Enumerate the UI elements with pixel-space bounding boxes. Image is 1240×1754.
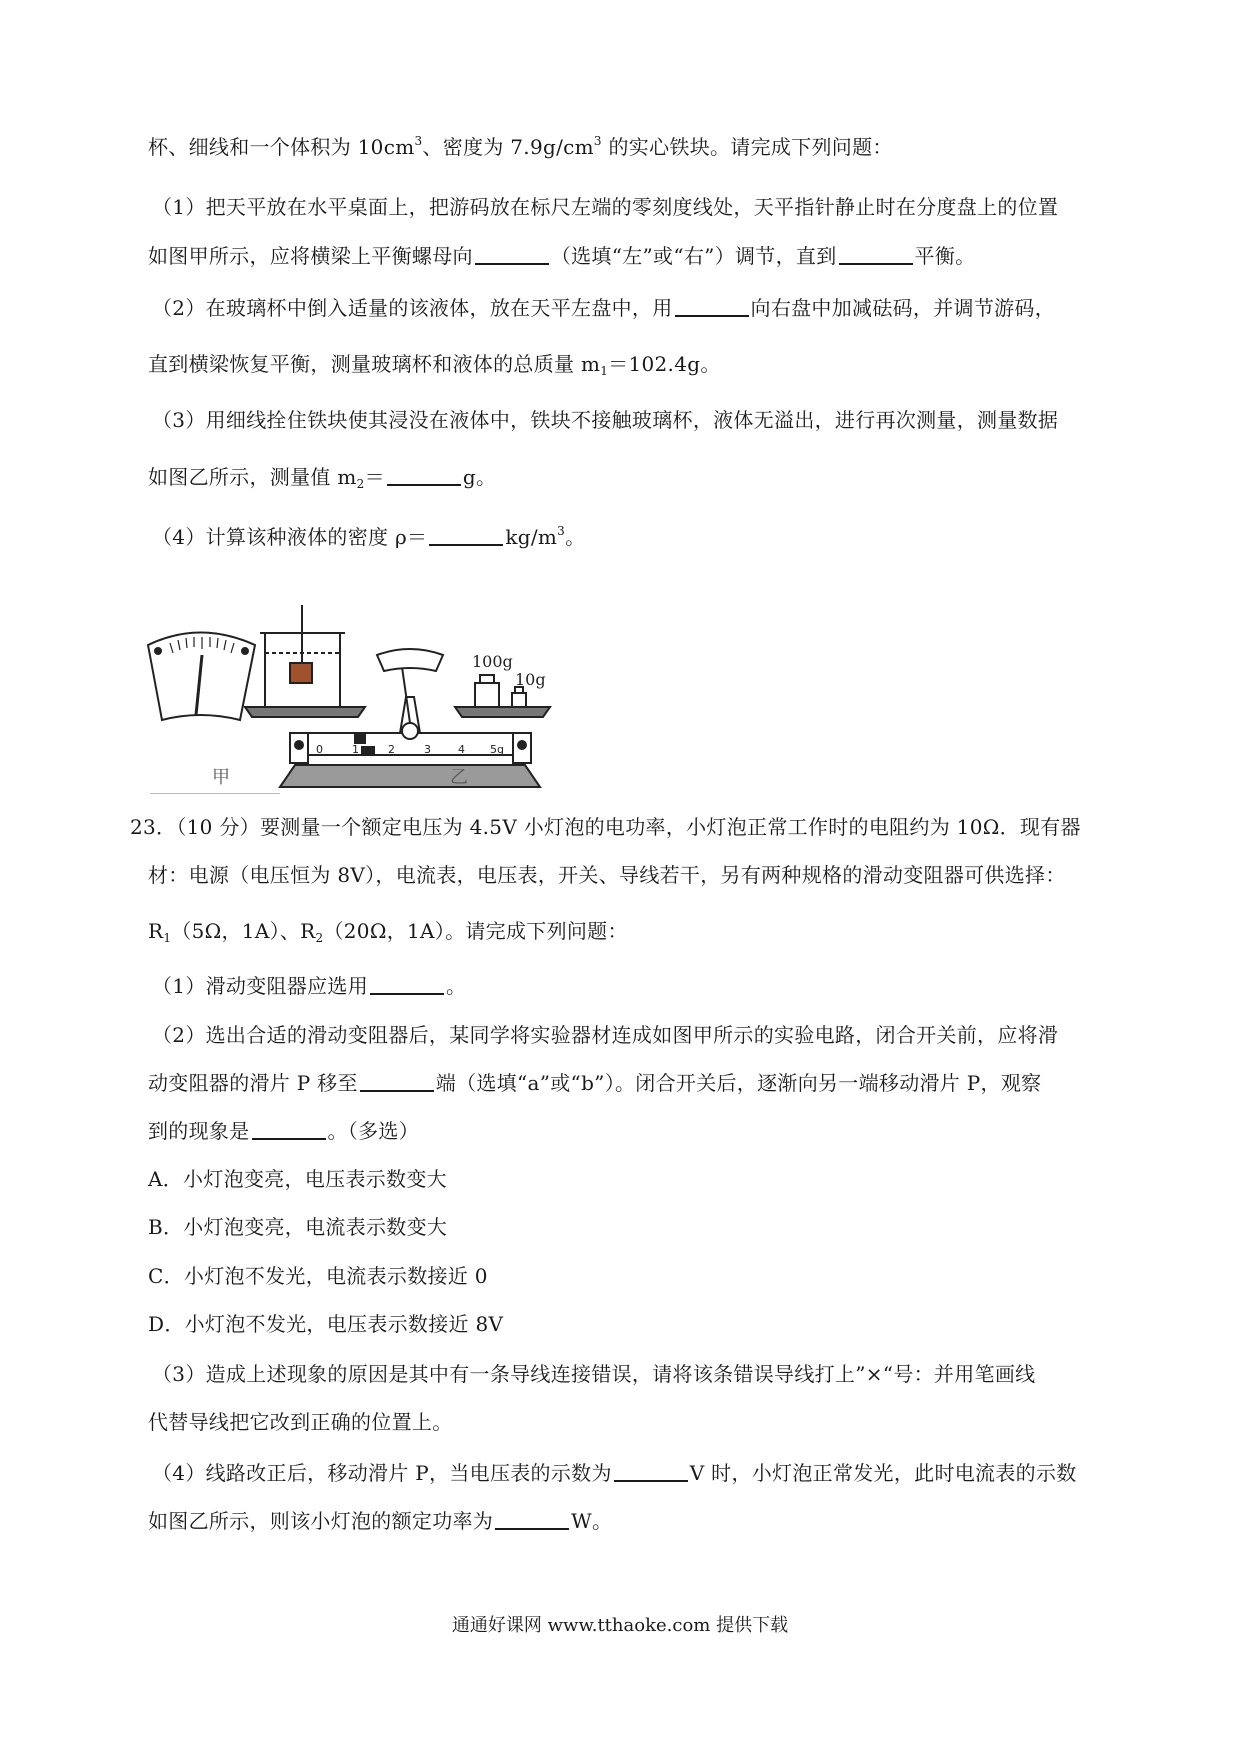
text: 。（多选） bbox=[327, 1119, 419, 1143]
balance-figure bbox=[140, 585, 620, 795]
subscript: 2 bbox=[315, 931, 324, 945]
answer-blank[interactable] bbox=[387, 464, 461, 486]
scale-label: 4 bbox=[458, 743, 465, 756]
weight-100g-label: 100g bbox=[472, 652, 513, 671]
text: 。 bbox=[565, 525, 586, 549]
subscript: 2 bbox=[356, 477, 365, 491]
text: 杯、细线和一个体积为 10cm bbox=[148, 135, 415, 159]
q4-line bbox=[152, 523, 585, 551]
q3-line2 bbox=[148, 463, 496, 491]
option-a: A．小灯泡变亮，电压表示数变大 bbox=[148, 1167, 447, 1191]
text: （4）计算该种液体的密度 ρ＝ bbox=[152, 525, 428, 549]
text: ＝ bbox=[364, 465, 385, 489]
text: V 时，小灯泡正常发光，此时电流表的示数 bbox=[689, 1461, 1077, 1485]
q23-s2-line3 bbox=[148, 1117, 419, 1145]
q23-line1: 23．（10 分）要测量一个额定电压为 4.5V 小灯泡的电功率，小灯泡正常工作时的电阻约为 10Ω．现有器 bbox=[130, 815, 1081, 839]
text: 、密度为 7.9g/cm bbox=[422, 135, 594, 159]
text: 到的现象是 bbox=[148, 1119, 250, 1143]
answer-blank[interactable] bbox=[495, 1508, 569, 1530]
text: 平衡。 bbox=[914, 244, 976, 268]
q23-s1 bbox=[152, 972, 466, 1000]
answer-blank[interactable] bbox=[675, 295, 749, 317]
text: （20Ω，1A）。请完成下列问题： bbox=[323, 919, 628, 943]
text: 动变阻器的滑片 P 移至 bbox=[148, 1071, 358, 1095]
scale-label: 3 bbox=[424, 743, 431, 756]
text: 向右盘中加减砝码，并调节游码， bbox=[750, 296, 1056, 320]
text: 的实心铁块。请完成下列问题： bbox=[601, 135, 893, 159]
superscript: 3 bbox=[414, 134, 423, 148]
figure-caption-jia: 甲 bbox=[212, 767, 230, 788]
text: R bbox=[148, 919, 164, 943]
answer-blank[interactable] bbox=[839, 243, 913, 265]
q23-s2-line2 bbox=[148, 1069, 1041, 1097]
text: W。 bbox=[571, 1509, 613, 1533]
subscript: 1 bbox=[163, 931, 172, 945]
text: 。 bbox=[446, 974, 467, 998]
option-c: C．小灯泡不发光，电流表示数接近 0 bbox=[148, 1264, 488, 1288]
option-b: B．小灯泡变亮，电流表示数变大 bbox=[148, 1215, 448, 1239]
text: 直到横梁恢复平衡，测量玻璃杯和液体的总质量 m bbox=[148, 352, 601, 376]
intro-line bbox=[148, 133, 893, 161]
answer-blank[interactable] bbox=[370, 973, 444, 995]
option-d: D．小灯泡不发光，电压表示数接近 8V bbox=[148, 1312, 504, 1336]
scale-label: 0 bbox=[316, 743, 323, 756]
text: g。 bbox=[462, 465, 497, 489]
text: 如图乙所示，则该小灯泡的额定功率为 bbox=[148, 1509, 494, 1533]
text: kg/m bbox=[505, 525, 558, 549]
caption-divider bbox=[150, 793, 280, 794]
q2-line2 bbox=[148, 350, 721, 378]
q2-line1 bbox=[152, 294, 1055, 322]
q1-line2 bbox=[148, 242, 975, 270]
scale-label: 5g bbox=[490, 743, 504, 756]
page-footer: 通通好课网 www.tthaoke.com 提供下载 bbox=[451, 1615, 789, 1636]
answer-blank[interactable] bbox=[614, 1460, 688, 1482]
text: （5Ω，1A）、R bbox=[171, 919, 316, 943]
q23-s4-line1 bbox=[152, 1459, 1077, 1487]
superscript: 3 bbox=[593, 134, 602, 148]
subscript: 1 bbox=[600, 364, 609, 378]
answer-blank[interactable] bbox=[475, 243, 549, 265]
text: 如图甲所示，应将横梁上平衡螺母向 bbox=[148, 244, 473, 268]
text: （2）在玻璃杯中倒入适量的该液体，放在天平左盘中，用 bbox=[152, 296, 673, 320]
scale-label: 2 bbox=[388, 743, 395, 756]
figure-caption-yi: 乙 bbox=[450, 767, 468, 788]
q23-s4-line2 bbox=[148, 1507, 612, 1535]
dial-jia bbox=[148, 633, 255, 721]
answer-blank[interactable] bbox=[252, 1118, 326, 1140]
text: 如图乙所示，测量值 m bbox=[148, 465, 357, 489]
q1-line1: （1）把天平放在水平桌面上，把游码放在标尺左端的零刻度线处，天平指针静止时在分度盘上的位置 bbox=[152, 195, 1059, 219]
text: （4）线路改正后，移动滑片 P，当电压表的示数为 bbox=[152, 1461, 612, 1485]
answer-blank[interactable] bbox=[429, 524, 503, 546]
balance-yi bbox=[245, 605, 550, 787]
text: （选填“左”或“右”）调节，直到 bbox=[550, 244, 837, 268]
text: 端（选填“a”或“b”）。闭合开关后，逐渐向另一端移动滑片 P，观察 bbox=[435, 1071, 1042, 1095]
scale-label: 1 bbox=[352, 743, 359, 756]
q23-s2-line1: （2）选出合适的滑动变阻器后，某同学将实验器材连成如图甲所示的实验电路，闭合开关前，应将滑 bbox=[152, 1023, 1059, 1047]
answer-blank[interactable] bbox=[360, 1070, 434, 1092]
weight-10g-label: 10g bbox=[515, 670, 546, 689]
text: （1）滑动变阻器应选用 bbox=[152, 974, 369, 998]
q23-line2: 材：电源（电压恒为 8V），电流表，电压表，开关、导线若干，另有两种规格的滑动变阻器可供选择： bbox=[148, 863, 1066, 887]
q23-s3-line1: （3）造成上述现象的原因是其中有一条导线连接错误，请将该条错误导线打上”×“号：并用笔画线 bbox=[152, 1362, 1036, 1386]
balance-illustration bbox=[140, 585, 620, 795]
q23-s3-line2: 代替导线把它改到正确的位置上。 bbox=[148, 1410, 453, 1434]
q3-line1: （3）用细线拴住铁块使其浸没在液体中，铁块不接触玻璃杯，液体无溢出，进行再次测量，测量数据 bbox=[152, 408, 1059, 432]
text: ＝102.4g。 bbox=[608, 352, 721, 376]
superscript: 3 bbox=[557, 524, 566, 538]
q23-line3 bbox=[148, 917, 628, 945]
